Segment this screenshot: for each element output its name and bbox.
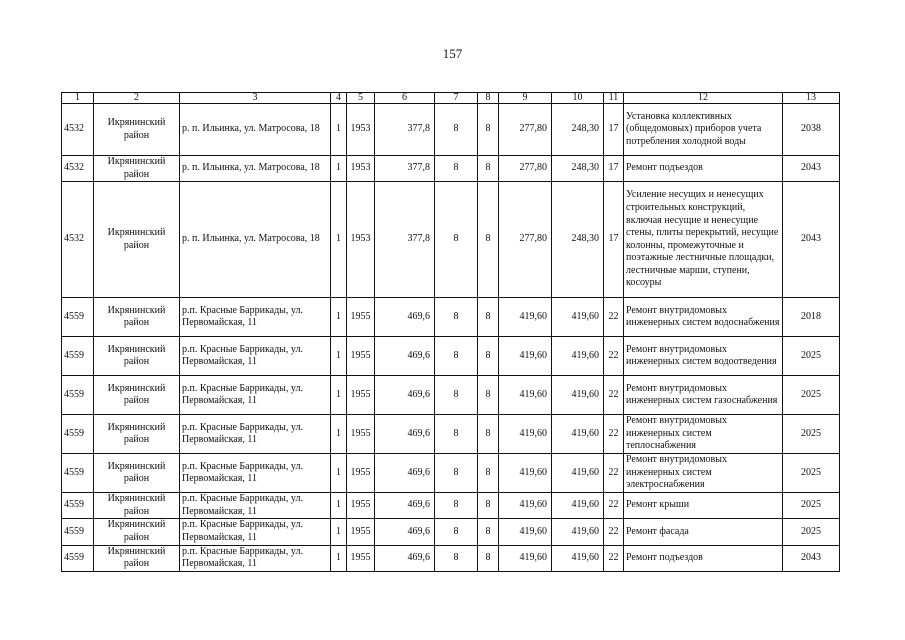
cell-year: 1955 <box>347 337 375 376</box>
cell-plan-year: 2038 <box>783 104 840 156</box>
column-header: 9 <box>499 93 552 104</box>
cell-col8: 8 <box>478 454 499 493</box>
cell-col8: 8 <box>478 337 499 376</box>
cell-col10: 419,60 <box>552 519 604 545</box>
cell-work: Ремонт внутридомовых инженерных систем электроснабжения <box>624 454 783 493</box>
cell-col11: 22 <box>604 545 624 571</box>
cell-col10: 419,60 <box>552 298 604 337</box>
cell-district: Икрянинский район <box>94 182 180 298</box>
cell-col7: 8 <box>435 182 478 298</box>
cell-col10: 419,60 <box>552 454 604 493</box>
cell-id: 4559 <box>62 545 94 571</box>
cell-col11: 17 <box>604 156 624 182</box>
column-header: 4 <box>331 93 347 104</box>
cell-col11: 22 <box>604 493 624 519</box>
cell-col10: 419,60 <box>552 493 604 519</box>
cell-col4: 1 <box>331 156 347 182</box>
cell-col7: 8 <box>435 493 478 519</box>
cell-year: 1955 <box>347 519 375 545</box>
cell-plan-year: 2025 <box>783 337 840 376</box>
column-header: 7 <box>435 93 478 104</box>
cell-col9: 419,60 <box>499 298 552 337</box>
cell-col10: 248,30 <box>552 156 604 182</box>
cell-district: Икрянинский район <box>94 298 180 337</box>
table-row <box>62 104 840 156</box>
cell-col11: 22 <box>604 298 624 337</box>
cell-area: 377,8 <box>375 182 435 298</box>
column-header: 5 <box>347 93 375 104</box>
cell-year: 1955 <box>347 493 375 519</box>
cell-col8: 8 <box>478 156 499 182</box>
cell-col4: 1 <box>331 519 347 545</box>
cell-district: Икрянинский район <box>94 454 180 493</box>
cell-year: 1955 <box>347 298 375 337</box>
cell-col7: 8 <box>435 376 478 415</box>
cell-col9: 419,60 <box>499 545 552 571</box>
cell-work: Ремонт внутридомовых инженерных систем теплоснабжения <box>624 415 783 454</box>
cell-district: Икрянинский район <box>94 104 180 156</box>
cell-col11: 22 <box>604 376 624 415</box>
cell-col7: 8 <box>435 298 478 337</box>
cell-area: 469,6 <box>375 337 435 376</box>
table-row <box>62 337 840 376</box>
cell-address: р.п. Красные Баррикады, ул. Первомайская, 11 <box>180 545 331 571</box>
column-header: 1 <box>62 93 94 104</box>
cell-col4: 1 <box>331 545 347 571</box>
cell-plan-year: 2043 <box>783 545 840 571</box>
column-header: 6 <box>375 93 435 104</box>
cell-work: Ремонт внутридомовых инженерных систем водоснабжения <box>624 298 783 337</box>
cell-id: 4559 <box>62 415 94 454</box>
cell-id: 4559 <box>62 454 94 493</box>
column-header: 12 <box>624 93 783 104</box>
cell-work: Ремонт внутридомовых инженерных систем водоотведения <box>624 337 783 376</box>
cell-col9: 419,60 <box>499 519 552 545</box>
cell-id: 4532 <box>62 182 94 298</box>
cell-year: 1955 <box>347 454 375 493</box>
cell-col4: 1 <box>331 182 347 298</box>
cell-col9: 277,80 <box>499 156 552 182</box>
cell-area: 469,6 <box>375 376 435 415</box>
cell-work: Ремонт подъездов <box>624 156 783 182</box>
cell-id: 4559 <box>62 376 94 415</box>
cell-year: 1953 <box>347 104 375 156</box>
table-row <box>62 156 840 182</box>
column-number-header-row <box>62 93 840 104</box>
cell-col7: 8 <box>435 337 478 376</box>
table-body <box>62 93 840 572</box>
cell-plan-year: 2025 <box>783 376 840 415</box>
cell-work: Усиление несущих и ненесущих строительных конструкций, включая несущие и ненесущие стены, плиты перекрытий, несущие колонны, промежуточные и поэтажные лестничные площадки, лестничные марши, ступени, косоуры <box>624 182 783 298</box>
cell-plan-year: 2043 <box>783 156 840 182</box>
cell-col10: 248,30 <box>552 182 604 298</box>
cell-col8: 8 <box>478 519 499 545</box>
cell-work: Ремонт внутридомовых инженерных систем газоснабжения <box>624 376 783 415</box>
column-header: 8 <box>478 93 499 104</box>
cell-district: Икрянинский район <box>94 545 180 571</box>
column-header: 3 <box>180 93 331 104</box>
column-header: 11 <box>604 93 624 104</box>
cell-area: 377,8 <box>375 156 435 182</box>
cell-col10: 419,60 <box>552 337 604 376</box>
cell-district: Икрянинский район <box>94 519 180 545</box>
cell-col11: 22 <box>604 454 624 493</box>
cell-address: р.п. Красные Баррикады, ул. Первомайская, 11 <box>180 519 331 545</box>
cell-id: 4532 <box>62 104 94 156</box>
cell-district: Икрянинский район <box>94 415 180 454</box>
cell-col11: 22 <box>604 415 624 454</box>
cell-plan-year: 2043 <box>783 182 840 298</box>
cell-work: Установка коллективных (общедомовых) приборов учета потребления холодной воды <box>624 104 783 156</box>
cell-address: р.п. Красные Баррикады, ул. Первомайская, 11 <box>180 298 331 337</box>
cell-col8: 8 <box>478 415 499 454</box>
page-number: 157 <box>442 46 463 61</box>
cell-id: 4559 <box>62 337 94 376</box>
cell-area: 469,6 <box>375 415 435 454</box>
cell-col10: 248,30 <box>552 104 604 156</box>
cell-address: р. п. Ильинка, ул. Матросова, 18 <box>180 182 331 298</box>
column-header: 10 <box>552 93 604 104</box>
cell-id: 4559 <box>62 519 94 545</box>
cell-col11: 22 <box>604 519 624 545</box>
cell-area: 469,6 <box>375 545 435 571</box>
table-row <box>62 454 840 493</box>
cell-col4: 1 <box>331 493 347 519</box>
cell-district: Икрянинский район <box>94 337 180 376</box>
cell-col10: 419,60 <box>552 545 604 571</box>
cell-address: р. п. Ильинка, ул. Матросова, 18 <box>180 104 331 156</box>
cell-col10: 419,60 <box>552 376 604 415</box>
cell-work: Ремонт крыши <box>624 493 783 519</box>
table-row <box>62 493 840 519</box>
cell-id: 4559 <box>62 493 94 519</box>
cell-col4: 1 <box>331 376 347 415</box>
cell-year: 1953 <box>347 156 375 182</box>
cell-plan-year: 2025 <box>783 493 840 519</box>
cell-col7: 8 <box>435 104 478 156</box>
cell-year: 1955 <box>347 415 375 454</box>
cell-area: 469,6 <box>375 454 435 493</box>
column-header: 13 <box>783 93 840 104</box>
cell-id: 4559 <box>62 298 94 337</box>
cell-col7: 8 <box>435 545 478 571</box>
cell-id: 4532 <box>62 156 94 182</box>
repair-program-table <box>61 92 840 572</box>
cell-col7: 8 <box>435 454 478 493</box>
cell-work: Ремонт фасада <box>624 519 783 545</box>
cell-address: р.п. Красные Баррикады, ул. Первомайская, 11 <box>180 415 331 454</box>
cell-plan-year: 2025 <box>783 454 840 493</box>
cell-area: 377,8 <box>375 104 435 156</box>
cell-col8: 8 <box>478 182 499 298</box>
cell-year: 1955 <box>347 545 375 571</box>
cell-col7: 8 <box>435 156 478 182</box>
cell-col7: 8 <box>435 519 478 545</box>
cell-district: Икрянинский район <box>94 493 180 519</box>
column-header: 2 <box>94 93 180 104</box>
cell-district: Икрянинский район <box>94 156 180 182</box>
table-row <box>62 298 840 337</box>
cell-plan-year: 2018 <box>783 298 840 337</box>
cell-year: 1953 <box>347 182 375 298</box>
cell-col4: 1 <box>331 104 347 156</box>
cell-plan-year: 2025 <box>783 519 840 545</box>
cell-area: 469,6 <box>375 519 435 545</box>
cell-area: 469,6 <box>375 298 435 337</box>
cell-col9: 419,60 <box>499 454 552 493</box>
cell-district: Икрянинский район <box>94 376 180 415</box>
cell-year: 1955 <box>347 376 375 415</box>
cell-address: р.п. Красные Баррикады, ул. Первомайская, 11 <box>180 454 331 493</box>
cell-col9: 419,60 <box>499 337 552 376</box>
cell-col11: 17 <box>604 104 624 156</box>
cell-col9: 277,80 <box>499 182 552 298</box>
cell-col10: 419,60 <box>552 415 604 454</box>
cell-col8: 8 <box>478 376 499 415</box>
cell-address: р.п. Красные Баррикады, ул. Первомайская, 11 <box>180 493 331 519</box>
cell-col8: 8 <box>478 493 499 519</box>
cell-col8: 8 <box>478 104 499 156</box>
cell-address: р.п. Красные Баррикады, ул. Первомайская, 11 <box>180 376 331 415</box>
cell-col9: 419,60 <box>499 376 552 415</box>
table-row <box>62 519 840 545</box>
cell-col7: 8 <box>435 415 478 454</box>
table-row <box>62 545 840 571</box>
cell-col4: 1 <box>331 415 347 454</box>
cell-work: Ремонт подъездов <box>624 545 783 571</box>
cell-col9: 419,60 <box>499 493 552 519</box>
cell-col9: 277,80 <box>499 104 552 156</box>
cell-col4: 1 <box>331 454 347 493</box>
cell-col8: 8 <box>478 298 499 337</box>
table-row <box>62 376 840 415</box>
cell-plan-year: 2025 <box>783 415 840 454</box>
cell-col11: 22 <box>604 337 624 376</box>
cell-address: р.п. Красные Баррикады, ул. Первомайская, 11 <box>180 337 331 376</box>
cell-col11: 17 <box>604 182 624 298</box>
cell-col4: 1 <box>331 298 347 337</box>
cell-col8: 8 <box>478 545 499 571</box>
table-row <box>62 415 840 454</box>
cell-address: р. п. Ильинка, ул. Матросова, 18 <box>180 156 331 182</box>
cell-col9: 419,60 <box>499 415 552 454</box>
table-row <box>62 182 840 298</box>
cell-col4: 1 <box>331 337 347 376</box>
cell-area: 469,6 <box>375 493 435 519</box>
